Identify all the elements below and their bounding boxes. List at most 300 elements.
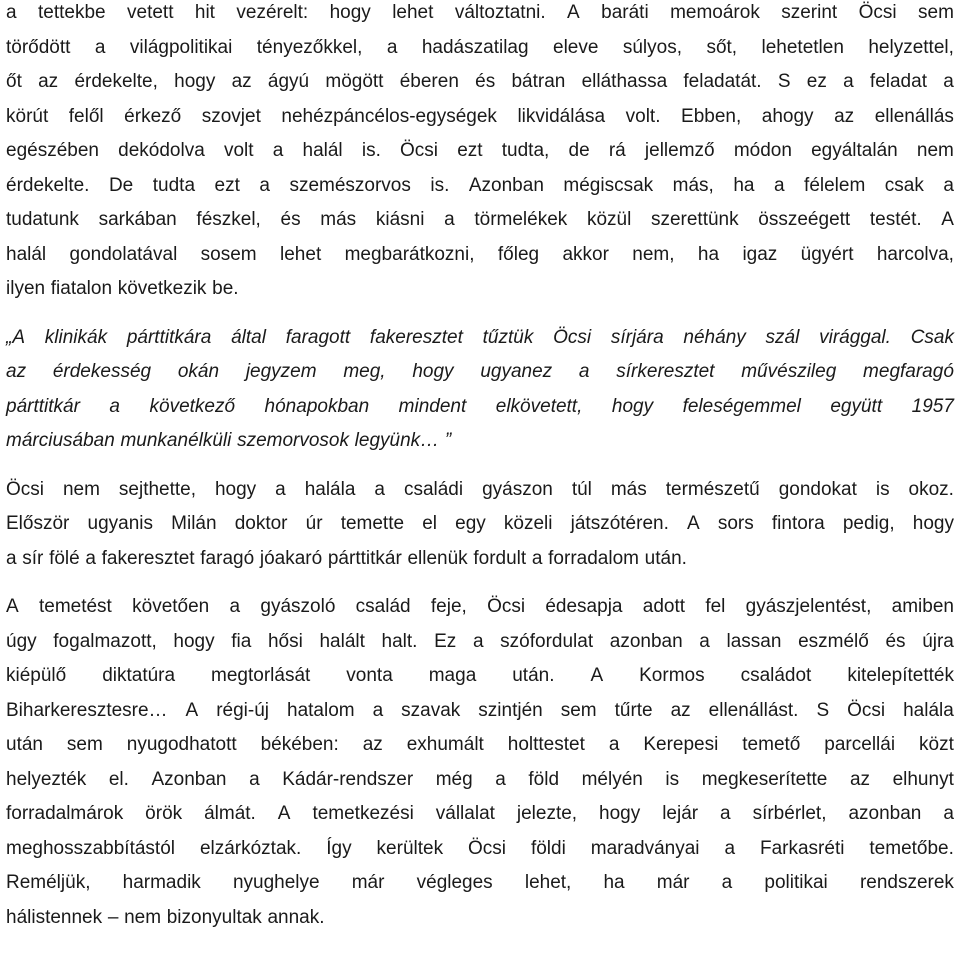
word: A (185, 699, 199, 721)
word: közt (919, 734, 954, 755)
word: hogy (611, 395, 654, 417)
word: hogy (173, 630, 215, 652)
word: ellenállást. (708, 699, 799, 721)
word: ágyú (267, 71, 310, 92)
word: felől (68, 105, 104, 127)
word: azonban (609, 630, 683, 652)
word: A (567, 2, 580, 23)
word: A (590, 665, 604, 686)
word: sírbérlet, (752, 803, 827, 824)
word: Farkasréti (759, 837, 845, 859)
word: Kádár-rendszer (282, 768, 414, 790)
word: vonta (346, 665, 393, 686)
word: egészében (6, 140, 99, 161)
word: a (843, 71, 854, 92)
word: okoz. (908, 478, 954, 500)
word: nem (62, 478, 100, 500)
word: mögött (325, 71, 384, 92)
text-line (6, 424, 954, 459)
word: holttestet (507, 734, 585, 755)
word: forradalmárok (6, 803, 124, 824)
word: néhány (683, 326, 746, 348)
text-line (6, 31, 954, 66)
word: 1957 (911, 395, 954, 417)
word: a (372, 699, 384, 721)
word: sem (918, 2, 954, 23)
word: adott (642, 596, 686, 617)
word: temetőbe. (869, 837, 954, 859)
word: hogy (599, 803, 641, 824)
word: megfaragó (863, 361, 954, 382)
word: Milán (171, 513, 217, 534)
text-line (6, 169, 954, 204)
word: megtorlását (211, 665, 311, 686)
word: hogy (214, 478, 257, 500)
word: szál (765, 326, 800, 348)
word: közül (586, 209, 632, 230)
word: Ez (434, 630, 457, 652)
text-line (6, 0, 954, 31)
word: sors (717, 513, 754, 534)
word: a (608, 734, 620, 755)
word: a (720, 803, 731, 824)
word: az (670, 699, 691, 721)
word: jegyzem (245, 361, 317, 382)
word: és (280, 209, 301, 230)
word: kerültek (376, 837, 444, 859)
word: A (687, 513, 700, 534)
word: gyászoló (260, 596, 336, 617)
word: Azonban (468, 174, 544, 196)
word: feladat (869, 71, 927, 92)
word: hogy (329, 2, 371, 23)
word: családi (403, 478, 464, 500)
word: természetű (665, 478, 760, 500)
word: a (943, 174, 954, 196)
text-line (6, 100, 954, 135)
word: szovjet (201, 105, 261, 127)
word: ha (603, 872, 625, 893)
word: meghosszabbítástól (6, 837, 175, 859)
word: A (941, 209, 954, 230)
text-line (6, 625, 954, 660)
word: is. (361, 140, 381, 161)
word: megbarátkozni, (344, 243, 475, 265)
word: Biharkeresztesre… (6, 699, 168, 721)
word: a (531, 547, 543, 569)
word: a (272, 140, 284, 161)
word: változtatni. (454, 2, 546, 23)
word: márciusában (6, 430, 115, 451)
word: után. (644, 547, 687, 569)
word: dekódolva (118, 140, 205, 161)
word: harmadik (122, 872, 201, 893)
word: a (699, 630, 710, 652)
word: kiépülő (6, 665, 67, 686)
word: a (229, 596, 241, 617)
word: az (362, 734, 383, 755)
text-line (6, 507, 954, 542)
word: ilyen (6, 278, 46, 299)
word: temető (742, 734, 801, 755)
word: elkövetett, (495, 395, 583, 417)
word: fogalmazott, (53, 630, 157, 652)
word: elláthassa (581, 71, 668, 92)
word: a (85, 547, 96, 569)
word: módon (733, 140, 792, 161)
word: a (773, 174, 785, 196)
word: hit (194, 2, 215, 23)
word: más, (672, 174, 714, 196)
word: Reméljük, (6, 872, 91, 893)
word: fakeresztet (101, 547, 195, 569)
word: által (231, 326, 266, 348)
word: végleges (416, 872, 493, 893)
word: érkező (124, 105, 182, 127)
word: de (568, 140, 590, 161)
word: ellenük (407, 547, 468, 569)
word: a (6, 2, 17, 23)
word: együtt (830, 395, 883, 417)
word: ” (444, 430, 452, 451)
word: fordult (473, 547, 527, 569)
word: gyászjelentést, (745, 596, 872, 617)
word: fel (705, 596, 726, 617)
word: jellemző (644, 140, 715, 161)
word: súlyos, (622, 36, 682, 58)
word: összeégett (758, 209, 851, 230)
word: törmelékek (474, 209, 568, 230)
word: közeli (503, 513, 553, 534)
word: Így (326, 837, 352, 859)
word: őt (6, 71, 22, 92)
word: halált (319, 630, 365, 652)
word: ugyanez (480, 361, 553, 382)
word: szemészorvos (289, 174, 411, 196)
word: parcellái (824, 734, 896, 755)
word: család (355, 596, 411, 617)
word: annak. (267, 906, 325, 928)
word: a (444, 209, 455, 230)
word: Ebben, (681, 105, 742, 127)
word: feleségemmel (682, 395, 801, 417)
word: vetett (127, 2, 174, 23)
word: úgy (6, 630, 37, 652)
word: faragott (285, 326, 351, 348)
paragraph-4 (6, 590, 954, 935)
word: eszmélő (798, 630, 869, 652)
word: szerint (781, 2, 838, 23)
word: követően (132, 596, 210, 617)
text-line (6, 866, 954, 901)
word: temette (340, 513, 405, 534)
word: elhunyt (892, 768, 954, 790)
word: hálistennek (6, 906, 103, 928)
word: az (834, 105, 855, 127)
word: a (6, 547, 17, 569)
text-line (6, 272, 954, 307)
word: nyughelye (232, 872, 320, 893)
word: amiben (891, 596, 954, 617)
word: helyezték (6, 768, 87, 790)
word: föld (528, 768, 560, 790)
word: A (6, 596, 19, 617)
word: a (374, 478, 385, 500)
word: meg, (343, 361, 386, 382)
word: a (724, 837, 736, 859)
word: pedig, (842, 513, 895, 534)
word: egy (455, 513, 486, 534)
word: is. (430, 174, 450, 196)
word: a (386, 36, 398, 58)
word: szavak (401, 699, 461, 721)
word: párttitkár (6, 395, 80, 417)
word: Azonban (151, 768, 227, 790)
word: halála (304, 478, 356, 500)
word: hatalom (287, 699, 355, 721)
word: Öcsi (400, 140, 439, 161)
word: sejthette, (118, 478, 197, 500)
word: a (94, 36, 106, 58)
word: családot (740, 665, 812, 686)
text-line (6, 134, 954, 169)
word: jóakaró (259, 547, 323, 569)
word: S (816, 699, 830, 721)
word: A (277, 803, 291, 824)
word: sarkában (98, 209, 177, 230)
word: halál (6, 243, 47, 265)
word: rá (608, 140, 626, 161)
word: a (275, 478, 286, 500)
word: fintora (771, 513, 825, 534)
word: munkanélküli (120, 430, 232, 451)
word: már (656, 872, 690, 893)
word: nem, (632, 243, 675, 265)
word: volt. (625, 105, 661, 127)
word: Öcsi (858, 2, 897, 23)
word: sem (560, 699, 597, 721)
word: fölé (49, 547, 80, 569)
word: De (108, 174, 134, 196)
word: a (578, 361, 590, 382)
word: bizonyultak (166, 906, 262, 928)
word: ahogy (761, 105, 814, 127)
word: vezérelt: (236, 2, 309, 23)
word: éberen (399, 71, 459, 92)
word: temetkezési (312, 803, 414, 824)
word: maga (428, 665, 477, 686)
word: művészileg (741, 361, 837, 382)
word: érdekesség (52, 361, 152, 382)
word: lehetetlen (761, 36, 844, 58)
word: exhumált (406, 734, 484, 755)
word: a (109, 395, 120, 417)
word: a (249, 768, 260, 790)
word: a (943, 71, 954, 92)
text-line (6, 355, 954, 390)
word: bátran (511, 71, 566, 92)
word: gyászon (482, 478, 553, 500)
word: elzárkóztak. (199, 837, 302, 859)
word: a (495, 768, 506, 790)
word: maradványai (590, 837, 700, 859)
word: csak (884, 174, 924, 196)
word: fia (231, 630, 252, 652)
word: játszótéren. (570, 513, 669, 534)
word: újra (922, 630, 954, 652)
word: tűrte (614, 699, 653, 721)
word: lehet (392, 2, 434, 23)
word: politikai (764, 872, 828, 893)
word: vállalat (435, 803, 495, 824)
word: következik (117, 278, 207, 299)
word: tettekbe (37, 2, 106, 23)
word: fiatalon (50, 278, 113, 299)
word: szerettünk (650, 209, 739, 230)
word: testét. (869, 209, 922, 230)
word: örök (145, 803, 183, 824)
word: Csak (910, 326, 954, 348)
word: Kerepesi (643, 734, 719, 755)
word: sőt, (706, 36, 738, 58)
word: tudta, (501, 140, 550, 161)
word: körút (6, 105, 49, 127)
word: tudatunk (6, 209, 79, 230)
word: „A (6, 326, 25, 348)
word: hadászatilag (421, 36, 529, 58)
word: túl (571, 478, 592, 500)
word: a (472, 630, 484, 652)
word: fakeresztet (369, 326, 463, 348)
word: helyzettel, (868, 36, 954, 58)
word: békében: (260, 734, 339, 755)
paragraph-3 (6, 473, 954, 577)
word: gondokat (778, 478, 857, 500)
word: világpolitikai (129, 36, 233, 58)
text-line (6, 590, 954, 625)
document-page (6, 0, 954, 949)
word: ezt (214, 174, 240, 196)
word: feladatát. (683, 71, 762, 92)
word: legyünk… (354, 430, 440, 451)
word: tűztük (482, 326, 534, 348)
word: érdekelte, (74, 71, 158, 92)
word: likvidálása (517, 105, 606, 127)
text-line (6, 473, 954, 508)
word: halála (903, 699, 954, 721)
word: lehet, (524, 872, 572, 893)
word: rendszerek (859, 872, 954, 893)
word: okán (177, 361, 220, 382)
text-line (6, 203, 954, 238)
word: úr (305, 513, 323, 534)
word: régi-új (216, 699, 270, 721)
word: el (422, 513, 437, 534)
word: diktatúra (102, 665, 176, 686)
word: kiásni (375, 209, 425, 230)
word: ha (697, 243, 720, 265)
word: az (6, 361, 27, 382)
word: Először (6, 513, 70, 534)
word: más (320, 209, 357, 230)
word: következő (149, 395, 236, 417)
word: ha (733, 174, 755, 196)
word: félelem (804, 174, 866, 196)
word: be. (212, 278, 239, 299)
text-line (6, 390, 954, 425)
word: eleve (553, 36, 599, 58)
word: memoárok (670, 2, 760, 23)
word: azonban (848, 803, 922, 824)
word: klinikák (44, 326, 108, 348)
word: és (885, 630, 906, 652)
word: doktor (234, 513, 288, 534)
word: hogy (912, 513, 954, 534)
word: még (435, 768, 473, 790)
word: kitelepítették (847, 665, 954, 686)
word: igaz (742, 243, 778, 265)
word: tudta (152, 174, 196, 196)
word: az (849, 768, 871, 790)
word: S (777, 71, 791, 92)
word: szemorvosok (237, 430, 349, 451)
word: szófordulat (500, 630, 594, 652)
word: ugyanis (87, 513, 153, 534)
word: mégiscsak (563, 174, 654, 196)
word: szintjén (478, 699, 543, 721)
word: Öcsi (6, 478, 44, 500)
word: halt. (381, 630, 418, 652)
word: sírkeresztet (616, 361, 715, 382)
word: már (351, 872, 385, 893)
word: nyugodhatott (126, 734, 237, 755)
text-line (6, 728, 954, 763)
word: el. (108, 768, 129, 790)
quote-paragraph (6, 321, 954, 459)
word: főleg (497, 243, 540, 265)
word: a (721, 872, 733, 893)
word: Öcsi (468, 837, 507, 859)
word: temetést (38, 596, 112, 617)
paragraph-1 (6, 0, 954, 307)
word: mindent (398, 395, 467, 417)
word: halál (302, 140, 343, 161)
word: hogy (412, 361, 454, 382)
word: ügyért (800, 243, 854, 265)
word: sírjára (610, 326, 664, 348)
word: földi (530, 837, 566, 859)
word: nem (124, 906, 162, 928)
word: feje, (430, 596, 467, 617)
word: hősi (267, 630, 303, 652)
word: – (107, 906, 119, 928)
word: az (231, 71, 252, 92)
word: fészkel, (196, 209, 261, 230)
word: akkor (562, 243, 609, 265)
word: lassan (726, 630, 782, 652)
word: sem (66, 734, 103, 755)
word: álmát. (204, 803, 256, 824)
word: nehézpáncélos-egységek (281, 105, 497, 127)
word: más (610, 478, 647, 500)
word: megkeserítette (701, 768, 828, 790)
word: érdekelte. (6, 174, 90, 196)
text-line (6, 542, 954, 577)
word: a (259, 174, 270, 196)
word: Kormos (639, 665, 705, 686)
text-line (6, 659, 954, 694)
text-line (6, 321, 954, 356)
